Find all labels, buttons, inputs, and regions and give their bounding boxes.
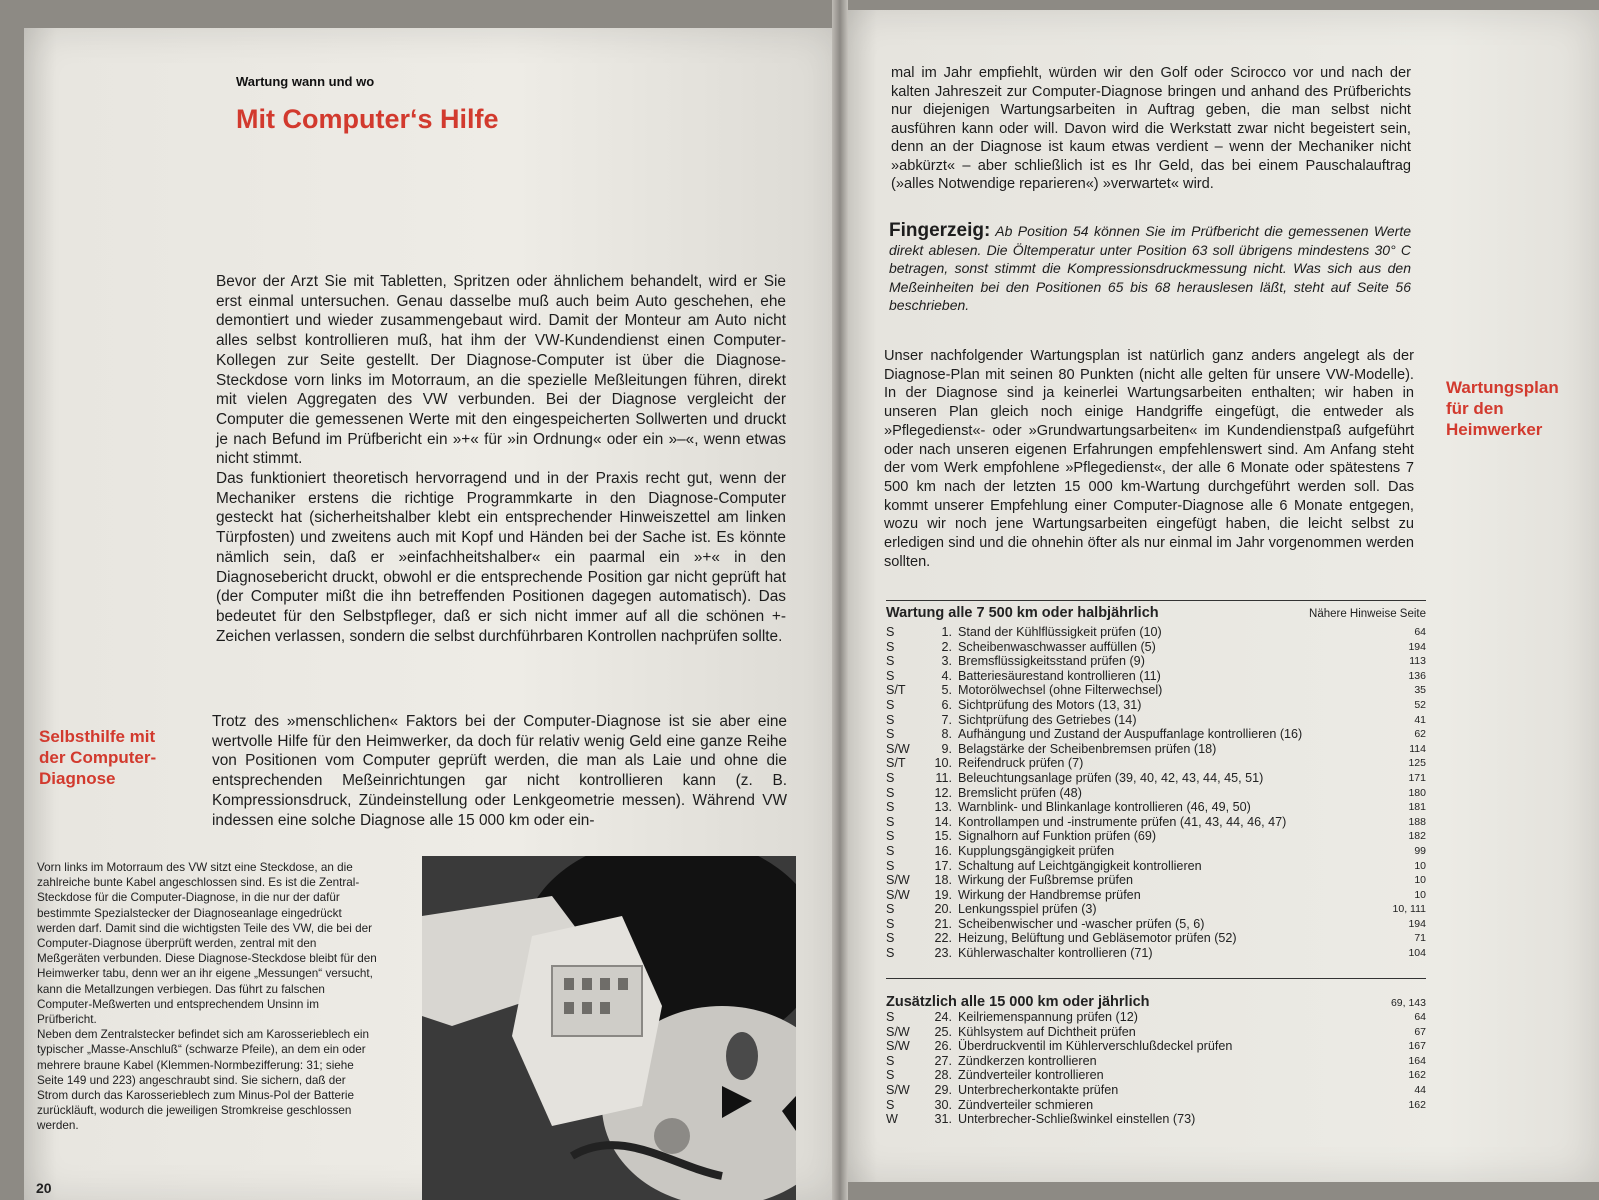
page-ref-cell: 164 bbox=[1408, 1054, 1426, 1067]
table-row bbox=[886, 1098, 1426, 1113]
task-cell: Aufhängung und Zustand der Auspuffanlage kontrollieren (16) bbox=[958, 727, 1303, 742]
page-ref-cell: 41 bbox=[1414, 713, 1426, 726]
code-cell: S bbox=[886, 1068, 895, 1083]
task-cell: Bremsflüssigkeitsstand prüfen (9) bbox=[958, 654, 1145, 669]
table-row bbox=[886, 931, 1426, 946]
side-heading-selbsthilfe: Selbsthilfe mit der Computer-Diagnose bbox=[39, 727, 157, 788]
number-cell: 24. bbox=[934, 1010, 952, 1024]
table-row bbox=[886, 844, 1426, 859]
table-title: Zusätzlich alle 15 000 km oder jährlich bbox=[886, 994, 1150, 1010]
code-cell: S bbox=[886, 727, 895, 742]
table-row bbox=[886, 698, 1426, 713]
code-cell: S/W bbox=[886, 1024, 910, 1039]
page-ref-cell: 44 bbox=[1414, 1083, 1426, 1096]
number-cell: 19. bbox=[934, 887, 952, 902]
column-header-pages: Nähere Hinweise Seite bbox=[1309, 608, 1426, 620]
code-cell: S bbox=[886, 712, 895, 727]
code-cell: S bbox=[886, 902, 895, 917]
task-cell: Scheibenwaschwasser auffüllen (5) bbox=[958, 639, 1156, 654]
table-row bbox=[886, 800, 1426, 815]
number-cell: 17. bbox=[934, 858, 952, 873]
task-cell: Unterbrecherkontakte prüfen bbox=[958, 1082, 1119, 1097]
page-ref-cell: 181 bbox=[1408, 801, 1426, 814]
page-ref-cell: 104 bbox=[1408, 947, 1426, 960]
task-cell: Stand der Kühlflüssigkeit prüfen (10) bbox=[958, 625, 1162, 639]
page-ref-cell: 136 bbox=[1408, 669, 1426, 682]
paragraph: mal im Jahr empfiehlt, würden wir den Golf oder Scirocco vor und nach der kalten Jahreszeit zur Computer-Diagnose bringen und anhand des Prüfberichts nur diejenigen Wartungsarbeiten in Auftrag geben, die man selbst nicht ausführen kann oder will. Davon wird die Werkstatt zwar nicht begeistert sein, denn an der Diagnose ist kaum etwas verdient – wenn der Mechaniker nicht »abkürzt« – aber schließlich ist es Ihr Geld, das bei einem Pauschalauftrag (»alles Notwendige reparieren«) »verwartet« wird. bbox=[891, 65, 1411, 192]
code-cell: S/W bbox=[886, 887, 910, 902]
task-cell: Belagstärke der Scheibenbremsen prüfen (18) bbox=[958, 741, 1217, 756]
code-cell: S bbox=[886, 654, 895, 669]
code-cell: S bbox=[886, 931, 895, 946]
caption-paragraph: Vorn links im Motorraum des VW sitzt eine Steckdose, an die zahlreiche bunte Kabel angeschlossen sind. Es ist die Zentral-Steckdose für die Computer-Diagnose, in die nur der dafür bestimmte Spezialstecker der Diagnoseanlage eingedrückt werden darf. Damit sind die wichtigsten Teile des VW, die bei der Computer-Diagnose überprüft werden, zentral mit den Meßgeräten verbunden. Diese Diagnose-Steckdose bleibt für den Heimwerker tabu, denn wer an ihr eigene „Messungen“ versucht, kann die Metallzungen verbiegen. Das führt zu falschen Computer-Meßwerten und entsprechendem Unsinn im Prüfbericht. bbox=[37, 861, 377, 1027]
fingerzeig-text: Ab Position 54 können Sie im Prüfbericht die gemessenen Werte direkt ablesen. Die Öltemperatur unter Position 63 soll übrigens mindestens 30° C betragen, sonst stimmt die Kompressionsdruckmessung nicht. Was sich aus den Meßeinheiten bei den Positionen 65 bis 68 herauslesen läßt, steht auf Seite 56 beschrieben. bbox=[889, 223, 1411, 314]
page-ref-cell: 52 bbox=[1414, 698, 1426, 711]
engine-socket-photo bbox=[422, 856, 796, 1200]
table-row bbox=[886, 756, 1426, 771]
table-row bbox=[886, 786, 1426, 801]
table-row bbox=[886, 771, 1426, 786]
table-row bbox=[886, 815, 1426, 830]
page-ref-cell: 10, 111 bbox=[1392, 903, 1426, 916]
code-cell: S bbox=[886, 843, 895, 858]
table-row bbox=[886, 742, 1426, 757]
maintenance-table-15000 bbox=[886, 978, 1426, 1127]
table-rows bbox=[886, 1010, 1426, 1127]
number-cell: 23. bbox=[934, 946, 952, 961]
table-row bbox=[886, 946, 1426, 961]
task-cell: Kontrollampen und -instrumente prüfen (41, 43, 44, 46, 47) bbox=[958, 814, 1287, 829]
page-ref-cell: 67 bbox=[1414, 1025, 1426, 1038]
paragraph: Bevor der Arzt Sie mit Tabletten, Spritzen oder ähnlichem behandelt, wird er Sie erst einmal untersuchen. Genau dasselbe muß auch beim Auto geschehen, ehe demontiert und wieder zusammengebaut wird. Damit der Monteur am Auto nicht alles selbst kontrollieren muß, hat ihm der VW-Kundendienst einen Computer-Kollegen zur Seite gestellt. Der Diagnose-Computer ist über die Diagnose-Steckdose vorn links im Motorraum, an die spezielle Meßleitungen führen, direkt mit vielen Aggregaten des VW verbunden. Bei der Diagnose vergleicht der Computer die gemessenen Werte mit den eingespeicherten Sollwerten und druckt je nach Befund im Prüfbericht ein »+« für »in Ordnung« oder ein »–«, wenn etwas nicht stimmt. bbox=[216, 273, 786, 468]
code-cell: S bbox=[886, 858, 895, 873]
code-cell: S bbox=[886, 829, 895, 844]
number-cell: 9. bbox=[941, 741, 952, 756]
task-cell: Wirkung der Fußbremse prüfen bbox=[958, 873, 1133, 888]
task-cell: Beleuchtungsanlage prüfen (39, 40, 42, 43, 44, 45, 51) bbox=[958, 770, 1264, 785]
task-cell: Signalhorn auf Funktion prüfen (69) bbox=[958, 829, 1157, 844]
task-cell: Kühlsystem auf Dichtheit prüfen bbox=[958, 1024, 1136, 1039]
table-row bbox=[886, 1039, 1426, 1054]
number-cell: 4. bbox=[941, 668, 952, 683]
code-cell: S/W bbox=[886, 873, 910, 888]
page-ref-cell bbox=[1346, 1112, 1426, 1127]
task-cell: Sichtprüfung des Getriebes (14) bbox=[958, 712, 1137, 727]
number-cell: 22. bbox=[934, 931, 952, 946]
table-row bbox=[886, 727, 1426, 742]
table-title: Wartung alle 7 500 km oder halbjährlich bbox=[886, 605, 1159, 621]
number-cell: 1. bbox=[941, 625, 952, 639]
page-ref-cell: 171 bbox=[1408, 771, 1426, 784]
page-ref-cell: 167 bbox=[1408, 1040, 1426, 1053]
task-cell: Lenkungsspiel prüfen (3) bbox=[958, 902, 1097, 917]
page-ref-cell: 113 bbox=[1409, 655, 1426, 668]
page-number: 20 bbox=[36, 1180, 52, 1196]
page-ref-cell: 64 bbox=[1414, 1011, 1426, 1023]
number-cell: 20. bbox=[934, 902, 952, 917]
code-cell: W bbox=[886, 1112, 898, 1127]
task-cell: Warnblink- und Blinkanlage kontrollieren (46, 49, 50) bbox=[958, 800, 1251, 815]
number-cell: 30. bbox=[934, 1097, 952, 1112]
caption-paragraph: Neben dem Zentralstecker befindet sich am Karosserieblech ein typischer „Masse-Anschluß“ (schwarze Pfeile), an dem ein oder mehrere braune Kabel (Klemmen-Normbezifferung: 31; siehe Seite 149 und 223) angeschraubt sind. Sie sichern, daß der Strom durch das Karosserieblech zum Minus-Pol der Batterie zurückläuft, wodurch die jeweiligen Stromkreise geschlossen werden. bbox=[37, 1028, 369, 1133]
number-cell: 2. bbox=[941, 639, 952, 654]
page-ref-cell: 10 bbox=[1414, 859, 1426, 872]
page-ref-cell: 125 bbox=[1408, 757, 1426, 770]
code-cell: S/W bbox=[886, 1039, 910, 1054]
task-cell: Überdruckventil im Kühlerverschlußdeckel prüfen bbox=[958, 1039, 1233, 1054]
table-row bbox=[886, 917, 1426, 932]
page-ref-cell: 10 bbox=[1414, 874, 1426, 887]
photo-caption bbox=[37, 860, 377, 1134]
code-cell: S bbox=[886, 770, 895, 785]
table-row bbox=[886, 1010, 1426, 1025]
table-first-page-ref: 69, 143 bbox=[1390, 997, 1426, 1009]
number-cell: 3. bbox=[941, 654, 952, 669]
task-cell: Scheibenwischer und -wascher prüfen (5, 6) bbox=[958, 916, 1205, 931]
code-cell: S/W bbox=[886, 741, 910, 756]
table-row bbox=[886, 1054, 1426, 1069]
page-ref-cell: 188 bbox=[1408, 815, 1426, 828]
code-cell: S bbox=[886, 814, 895, 829]
left-body-text-2 bbox=[212, 712, 787, 830]
page-ref-cell: 62 bbox=[1414, 728, 1426, 741]
code-cell: S bbox=[886, 916, 895, 931]
number-cell: 27. bbox=[934, 1053, 952, 1068]
table-row bbox=[886, 859, 1426, 874]
table-rows bbox=[886, 625, 1426, 961]
number-cell: 11. bbox=[935, 770, 952, 785]
side-heading-wartungsplan: Wartungsplan für den Heimwerker bbox=[1446, 378, 1559, 439]
code-cell: S bbox=[886, 800, 895, 815]
table-header bbox=[886, 600, 1426, 621]
code-cell: S bbox=[886, 668, 895, 683]
page-ref-cell: 162 bbox=[1408, 1098, 1426, 1111]
table-header bbox=[886, 978, 1426, 1010]
task-cell: Zündverteiler schmieren bbox=[958, 1097, 1094, 1112]
code-cell: S/W bbox=[886, 1082, 910, 1097]
table-row bbox=[886, 683, 1426, 698]
code-cell: S bbox=[886, 639, 895, 654]
number-cell: 16. bbox=[934, 843, 952, 858]
table-row bbox=[886, 1068, 1426, 1083]
code-cell: S bbox=[886, 1097, 895, 1112]
table-row bbox=[886, 873, 1426, 888]
number-cell: 18. bbox=[934, 873, 952, 888]
table-row bbox=[886, 713, 1426, 728]
right-body-text bbox=[891, 64, 1411, 194]
page-ref-cell: 180 bbox=[1408, 786, 1426, 799]
number-cell: 6. bbox=[941, 697, 952, 712]
photo-illustration bbox=[422, 856, 796, 1200]
task-cell: Sichtprüfung des Motors (13, 31) bbox=[958, 697, 1142, 712]
page-ref-cell: 10 bbox=[1414, 888, 1426, 901]
code-cell: S bbox=[886, 697, 895, 712]
table-row bbox=[886, 669, 1426, 684]
number-cell: 10. bbox=[934, 756, 952, 771]
fingerzeig-label: Fingerzeig: bbox=[889, 220, 991, 241]
paragraph: Trotz des »menschlichen« Faktors bei der Computer-Diagnose ist sie aber eine wertvolle Hilfe für den Heimwerker, da doch für relativ wenig Geld eine ganze Reihe von Positionen vom Computer geprüft werden, die man als Laie und ohne die entsprechenden Meßeinrichtungen gar nicht kontrollieren kann (z. B. Kompressionsdruck, Zündeinstellung oder Lenkgeometrie messen). Während VW indessen eine solche Diagnose alle 15 000 km oder ein- bbox=[212, 713, 787, 829]
number-cell: 12. bbox=[934, 785, 952, 800]
table-row bbox=[886, 654, 1426, 669]
code-cell: S bbox=[886, 1053, 895, 1068]
fingerzeig-note bbox=[889, 222, 1411, 315]
task-cell: Unterbrecher-Schließwinkel einstellen (73) bbox=[958, 1112, 1196, 1127]
task-cell: Motorölwechsel (ohne Filterwechsel) bbox=[958, 683, 1163, 698]
code-cell: S/T bbox=[886, 756, 906, 771]
page-ref-cell: 162 bbox=[1408, 1069, 1426, 1082]
table-row bbox=[886, 1083, 1426, 1098]
task-cell: Heizung, Belüftung und Gebläsemotor prüfen (52) bbox=[958, 931, 1237, 946]
task-cell: Schaltung auf Leichtgängigkeit kontrollieren bbox=[958, 858, 1202, 873]
task-cell: Zündkerzen kontrollieren bbox=[958, 1053, 1097, 1068]
number-cell: 13. bbox=[934, 800, 952, 815]
number-cell: 31. bbox=[934, 1112, 952, 1127]
table-row bbox=[886, 625, 1426, 640]
maintenance-table-7500 bbox=[886, 600, 1426, 961]
task-cell: Wirkung der Handbremse prüfen bbox=[958, 887, 1141, 902]
number-cell: 8. bbox=[941, 727, 952, 742]
table-row bbox=[886, 640, 1426, 655]
book-gutter bbox=[832, 0, 848, 1200]
page-ref-cell: 194 bbox=[1408, 640, 1426, 653]
page-title: Mit Computer‘s Hilfe bbox=[236, 104, 499, 134]
number-cell: 15. bbox=[934, 829, 952, 844]
table-row bbox=[886, 902, 1426, 917]
paragraph: Das funktioniert theoretisch hervorragend und in der Praxis recht gut, wenn der Mechaniker erstens die richtige Programmkarte in den Diagnose-Computer gesteckt hat (sicherheitshalber klebt ein entsprechender Hinweiszettel am linken Türpfosten) und zweitens auch mit Kopf und Händen bei der Sache ist. Es könnte nämlich sein, daß er »einfachheitshalber« ein paarmal ein »+« in den Diagnosebericht druckt, obwohl er die entsprechende Position gar nicht geprüft hat (der Computer mißt die ihn betreffenden Positionen dagegen automatisch). Das bedeutet für den Selbstpfleger, daß er sich nicht immer auf all die schönen +-Zeichen verlassen, sondern die selbst durchführbaren Kontrollen nachprüfen sollte. bbox=[216, 470, 786, 645]
page-ref-cell: 71 bbox=[1414, 932, 1426, 945]
number-cell: 21. bbox=[934, 916, 952, 931]
task-cell: Bremslicht prüfen (48) bbox=[958, 785, 1082, 800]
page-ref-cell: 99 bbox=[1414, 844, 1426, 857]
task-cell: Reifendruck prüfen (7) bbox=[958, 756, 1084, 771]
task-cell: Kühlerwaschalter kontrollieren (71) bbox=[958, 946, 1153, 961]
code-cell: S bbox=[886, 785, 895, 800]
number-cell: 5. bbox=[941, 683, 952, 698]
code-cell: S/T bbox=[886, 683, 906, 698]
right-body-text-2 bbox=[884, 347, 1414, 571]
number-cell: 14. bbox=[934, 814, 952, 829]
number-cell: 25. bbox=[934, 1024, 952, 1039]
number-cell: 28. bbox=[934, 1068, 952, 1083]
page-ref-cell: 182 bbox=[1408, 830, 1426, 843]
left-body-text bbox=[216, 272, 786, 646]
table-row bbox=[886, 1025, 1426, 1040]
page-ref-cell: 35 bbox=[1414, 684, 1426, 697]
paragraph: Unser nachfolgender Wartungsplan ist natürlich ganz anders angelegt als der Diagnose-Plan mit seinen 80 Punkten (nicht alle gelten für unsere VW-Modelle). In der Diagnose sind ja keinerlei Wartungsarbeiten enthalten; wir haben in unseren Plan gleich noch einige Handgriffe eingefügt, die entweder als »Pflegedienst«- oder »Grundwartungsarbeiten« im Kundendienstpaß aufgeführt oder nach unseren eigenen Erfahrungen empfehlenswert sind. Am Anfang steht der vom Werk empfohlene »Pflegedienst«, der alle 6 Monate oder spätestens 7 500 km nach der letzten 15 000 km-Wartung durchgeführt werden soll. Das kommt unserer Empfehlung einer Computer-Diagnose alle 6 Monate entgegen, wozu wir noch jene Wartungsarbeiten eingefügt haben, die leicht selbst zu erledigen sind und die ohnehin öfter als nur einmal im Jahr vorgenommen werden sollten. bbox=[884, 348, 1414, 570]
task-cell: Keilriemenspannung prüfen (12) bbox=[958, 1010, 1138, 1024]
task-cell: Kupplungsgängigkeit prüfen bbox=[958, 843, 1115, 858]
code-cell: S bbox=[886, 1010, 895, 1024]
page-ref-cell: 64 bbox=[1414, 626, 1426, 638]
table-row bbox=[886, 888, 1426, 903]
table-row bbox=[886, 1112, 1426, 1127]
page-ref-cell: 114 bbox=[1409, 742, 1426, 755]
task-cell: Zündverteiler kontrollieren bbox=[958, 1068, 1104, 1083]
code-cell: S bbox=[886, 625, 895, 639]
table-row bbox=[886, 829, 1426, 844]
page-ref-cell: 194 bbox=[1408, 917, 1426, 930]
number-cell: 26. bbox=[934, 1039, 952, 1054]
code-cell: S bbox=[886, 946, 895, 961]
section-kicker: Wartung wann und wo bbox=[236, 74, 375, 89]
number-cell: 7. bbox=[941, 712, 952, 727]
task-cell: Batteriesäurestand kontrollieren (11) bbox=[958, 668, 1161, 683]
number-cell: 29. bbox=[934, 1082, 952, 1097]
